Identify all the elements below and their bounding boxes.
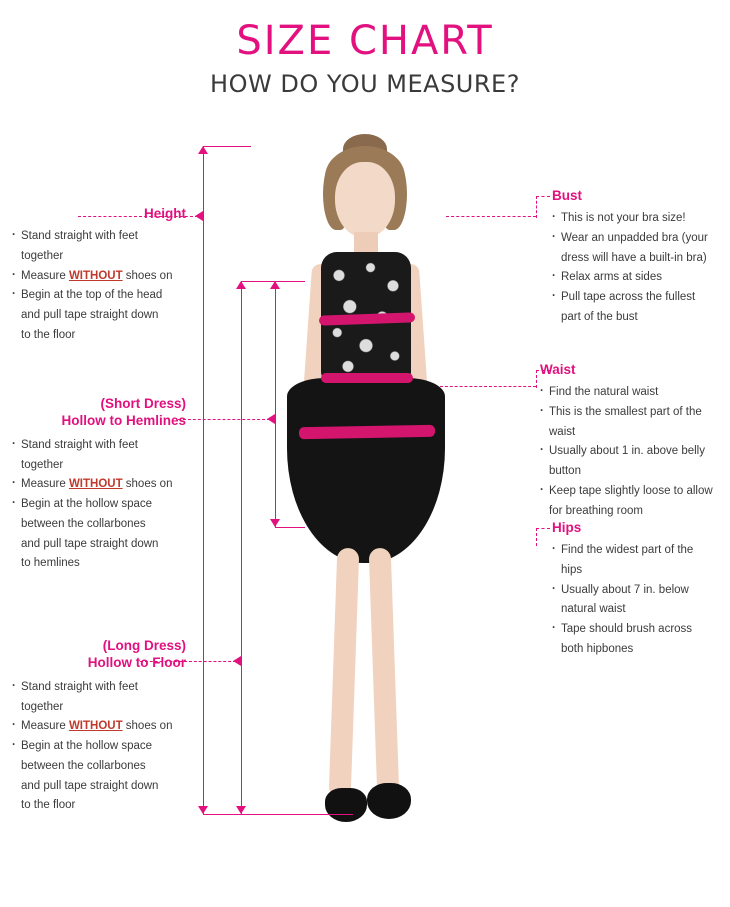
list-item: · Usually about 7 in. below bbox=[552, 581, 730, 601]
list-item: part of the bust bbox=[561, 310, 638, 323]
list-item: · Relax arms at sides bbox=[552, 268, 730, 288]
list-item: natural waist bbox=[561, 603, 626, 616]
hollow-to-floor-title-line1: (Long Dress) bbox=[102, 638, 186, 653]
waist-block bbox=[540, 362, 720, 521]
emphasis-without: WITHOUT bbox=[68, 478, 123, 491]
header bbox=[0, 0, 730, 98]
list-item: · This is the smallest part of the bbox=[540, 403, 720, 423]
hips-title: Hips bbox=[552, 520, 582, 535]
list-item: for breathing room bbox=[549, 504, 643, 517]
hollow-to-floor-guide-line bbox=[241, 281, 242, 814]
list-item: waist bbox=[549, 425, 576, 438]
hips-bullet-list bbox=[552, 541, 730, 660]
hip-tape-band bbox=[299, 425, 435, 439]
bust-connector-line bbox=[446, 216, 536, 217]
hollow-to-hemlines-title bbox=[12, 396, 188, 430]
height-guide-top-arrow bbox=[198, 146, 208, 154]
waist-tape-band bbox=[321, 373, 413, 383]
list-item: button bbox=[549, 465, 581, 478]
hollow-to-floor-title bbox=[12, 638, 188, 672]
waist-connector-vertical bbox=[536, 370, 537, 388]
page-subtitle: HOW DO YOU MEASURE? bbox=[210, 70, 520, 98]
list-item: and pull tape straight down bbox=[21, 537, 159, 550]
hollow-to-hemlines-label-connector bbox=[178, 419, 270, 420]
height-guide-top-tick bbox=[203, 146, 251, 147]
hollow-to-floor-block bbox=[12, 638, 188, 816]
bust-title: Bust bbox=[552, 188, 582, 203]
height-block bbox=[12, 206, 188, 346]
list-item: to the floor bbox=[21, 799, 76, 812]
list-item: together bbox=[21, 458, 64, 471]
list-item: · Begin at the top of the head bbox=[12, 286, 188, 306]
bust-connector-vertical bbox=[536, 196, 537, 218]
height-guide-bottom-tick bbox=[203, 814, 353, 815]
list-item: · Find the widest part of the bbox=[552, 541, 730, 561]
hollow-to-floor-title-line2: Hollow to Floor bbox=[87, 654, 186, 670]
height-guide-bottom-arrow bbox=[198, 806, 208, 814]
left-leg-shape bbox=[329, 548, 360, 799]
face-shape bbox=[335, 162, 395, 238]
left-shoe-shape bbox=[325, 788, 367, 822]
emphasis-without: WITHOUT bbox=[68, 269, 123, 282]
waist-title: Waist bbox=[540, 362, 576, 377]
list-item: dress will have a built-in bra) bbox=[561, 251, 707, 264]
hips-block bbox=[552, 520, 730, 660]
hollow-to-hemlines-block bbox=[12, 396, 188, 574]
height-bullet-list bbox=[12, 227, 188, 346]
model-illustration bbox=[215, 128, 515, 888]
bust-connector-tick bbox=[536, 196, 550, 197]
list-item: · Stand straight with feet bbox=[12, 678, 188, 698]
waist-bullet-list bbox=[540, 383, 720, 521]
list-item: and pull tape straight down bbox=[21, 309, 159, 322]
list-item: · Pull tape across the fullest bbox=[552, 288, 730, 308]
hollow-to-floor-bottom-arrow bbox=[236, 806, 246, 814]
list-item: together bbox=[21, 700, 64, 713]
list-item: together bbox=[21, 249, 64, 262]
list-item: both hipbones bbox=[561, 642, 634, 655]
list-item: between the collarbones bbox=[21, 759, 146, 772]
list-item: to hemlines bbox=[21, 557, 80, 570]
list-item: and pull tape straight down bbox=[21, 779, 159, 792]
list-item: · Measure WITHOUT shoes on bbox=[12, 475, 188, 495]
hollow-to-floor-bullet-list bbox=[12, 678, 188, 816]
bust-bullet-list bbox=[552, 209, 730, 328]
hollow-to-hemlines-title-line1: (Short Dress) bbox=[100, 396, 186, 411]
hollow-to-hemlines-top-arrow bbox=[270, 281, 280, 289]
list-item: to the floor bbox=[21, 328, 76, 341]
height-title: Height bbox=[144, 206, 186, 221]
hips-connector-vertical bbox=[536, 528, 537, 546]
hollow-to-hemlines-guide-line bbox=[275, 281, 276, 527]
right-shoe-shape bbox=[367, 783, 411, 819]
list-item: · This is not your bra size! bbox=[552, 209, 730, 229]
hips-connector-tick bbox=[536, 528, 550, 529]
height-guide-line bbox=[203, 146, 204, 814]
list-item: · Find the natural waist bbox=[540, 383, 720, 403]
list-item: · Measure WITHOUT shoes on bbox=[12, 717, 188, 737]
list-item: · Begin at the hollow space bbox=[12, 495, 188, 515]
list-item: · Begin at the hollow space bbox=[12, 737, 188, 757]
list-item: · Wear an unpadded bra (your bbox=[552, 229, 730, 249]
emphasis-without: WITHOUT bbox=[68, 720, 123, 733]
list-item: · Keep tape slightly loose to allow bbox=[540, 482, 720, 502]
list-item: · Usually about 1 in. above belly bbox=[540, 442, 720, 462]
waist-connector-line bbox=[440, 386, 536, 387]
skirt-shape bbox=[287, 378, 445, 563]
list-item: · Tape should brush across bbox=[552, 620, 730, 640]
page-title: SIZE CHART bbox=[236, 18, 494, 64]
list-item: · Measure WITHOUT shoes on bbox=[12, 267, 188, 287]
right-leg-shape bbox=[369, 548, 400, 799]
list-item: · Stand straight with feet bbox=[12, 227, 188, 247]
hollow-to-hemlines-title-line2: Hollow to Hemlines bbox=[61, 412, 186, 428]
hollow-to-floor-top-arrow bbox=[236, 281, 246, 289]
list-item: between the collarbones bbox=[21, 517, 146, 530]
list-item: hips bbox=[561, 563, 583, 576]
hollow-to-hemlines-bottom-arrow bbox=[270, 519, 280, 527]
hollow-to-hemlines-bullet-list bbox=[12, 436, 188, 574]
list-item: · Stand straight with feet bbox=[12, 436, 188, 456]
hollow-to-hemlines-bottom-tick bbox=[275, 527, 305, 528]
bust-block bbox=[552, 188, 730, 328]
